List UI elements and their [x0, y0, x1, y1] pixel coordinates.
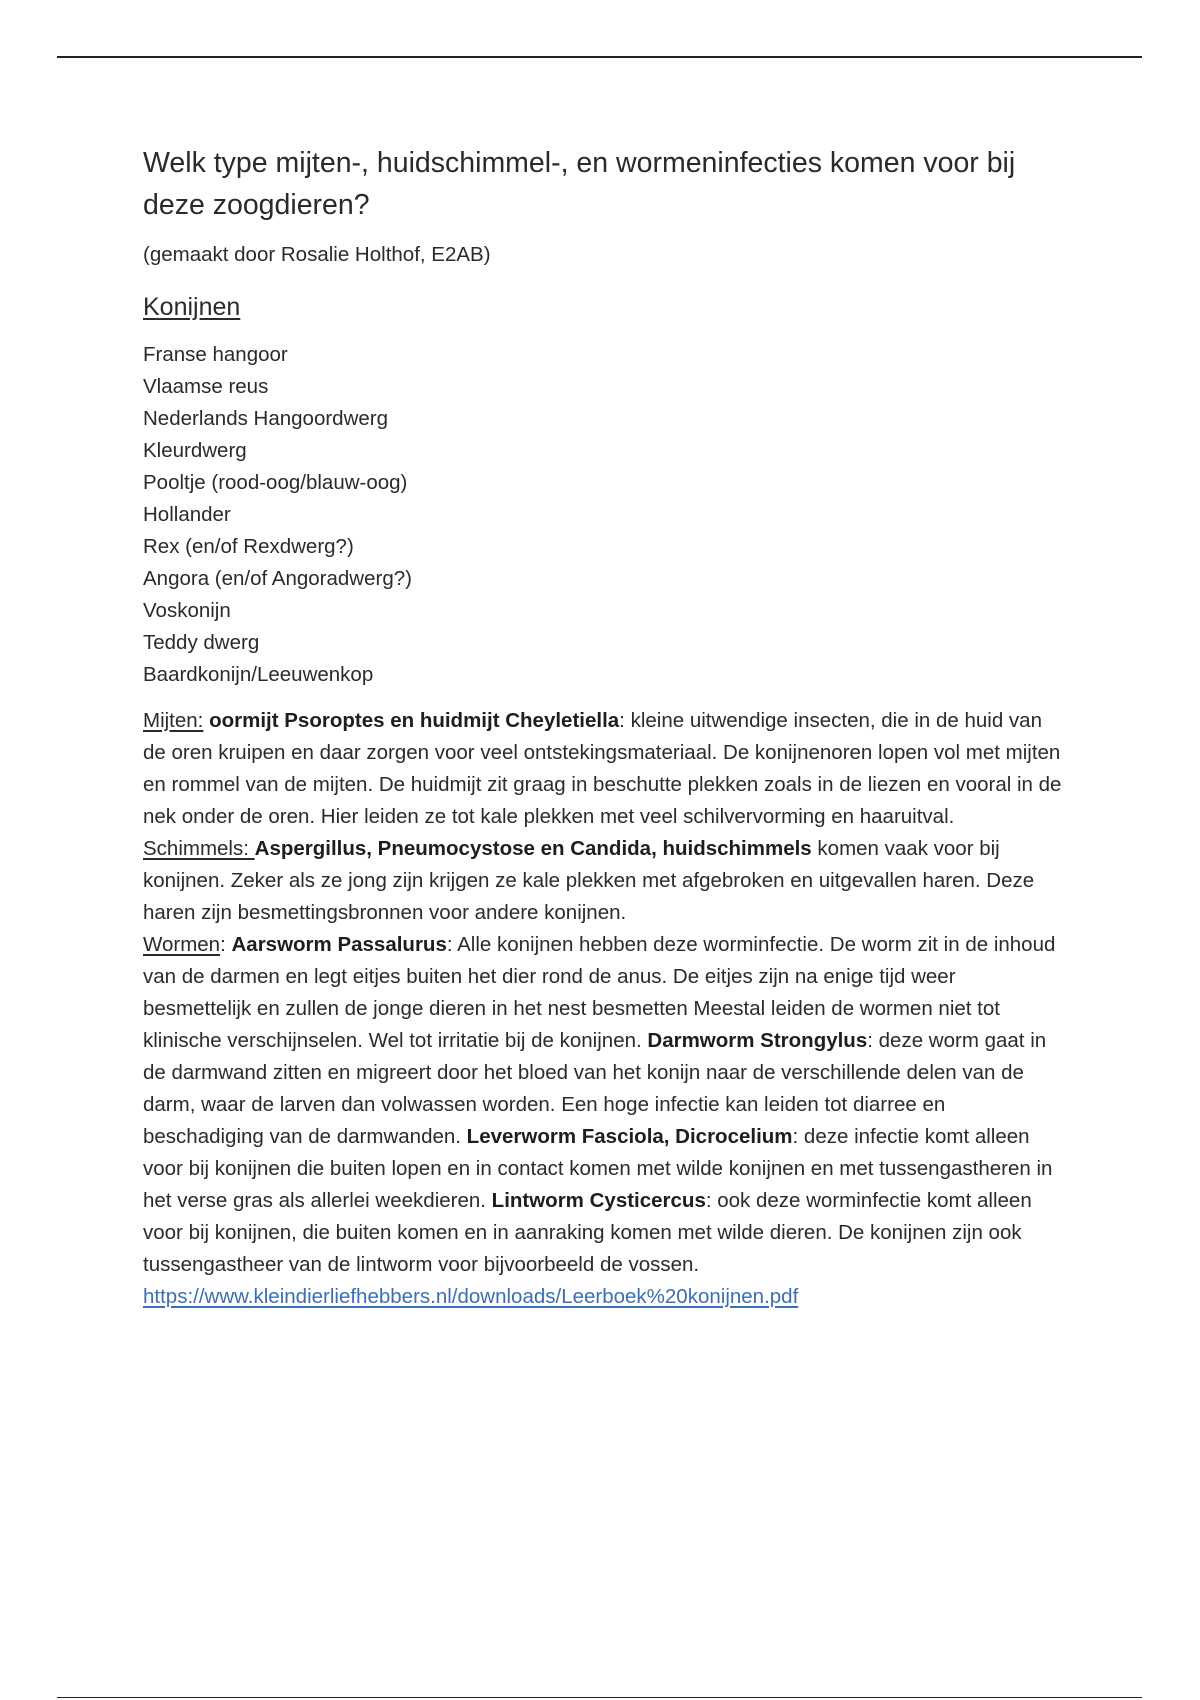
- breed-item: Pooltje (rood-oog/blauw-oog): [143, 471, 408, 494]
- breed-item: Angora (en/of Angoradwerg?): [143, 567, 412, 590]
- darmworm-bold: Darmworm Strongylus: [647, 1029, 868, 1052]
- darmworm-text: : deze worm gaat in de darmwand zitten en migreert door het bloed van het konijn naar de verschillende delen van de darm, waar de larven dan volwassen worden. Een hoge infectie kan leiden tot diarree en beschadiging van de darmwanden.: [143, 1029, 1047, 1148]
- section-heading-konijnen: Konijnen: [143, 293, 241, 321]
- wormen-paragraph: [143, 929, 1063, 1281]
- aarsworm-text: : Alle konijnen hebben deze worminfectie. De worm zit in de inhoud van de darmen en legt eitjes buiten het dier rond de anus. De eitjes zijn na enige tijd weer besmettelijk en zullen de jonge dieren in het nest besmetten Meestal leiden de wormen niet tot klinische verschijnselen. Wel tot irritatie bij de konijnen.: [143, 933, 1056, 1052]
- leverworm-bold: Leverworm Fasciola, Dicrocelium: [466, 1125, 793, 1148]
- breed-item: Baardkonijn/Leeuwenkop: [143, 663, 374, 686]
- leverworm-text: : deze infectie komt alleen voor bij konijnen die buiten lopen en in contact komen met wilde konijnen en met tussengastheren in het verse gras als allerlei weekdieren.: [143, 1125, 1053, 1212]
- schimmels-text: komen vaak voor bij konijnen. Zeker als ze jong zijn krijgen ze kale plekken met afgebroken en uitgevallen haren. Deze haren zijn besmettingsbronnen voor andere konijnen.: [143, 837, 1035, 924]
- breed-item: Hollander: [143, 503, 231, 526]
- document-page: [143, 142, 1063, 1313]
- author-byline: (gemaakt door Rosalie Holthof, E2AB): [143, 243, 491, 266]
- mijten-text: : kleine uitwendige insecten, die in de huid van de oren kruipen en daar zorgen voor veel ontstekingsmateriaal. De konijnenoren lopen vol met mijten en rommel van de mijten. De huidmijt zit graag in beschutte plekken zoals in de liezen en vooral in de nek onder de oren. Hier leiden ze tot kale plekken met veel schilvervorming en haaruitval.: [143, 709, 1062, 828]
- mijten-paragraph: [143, 705, 1063, 833]
- schimmels-bold: Aspergillus, Pneumocystose en Candida, huidschimmels: [254, 837, 812, 860]
- wormen-sep: :: [220, 933, 232, 956]
- breed-item: Franse hangoor: [143, 343, 288, 366]
- breed-item: Kleurdwerg: [143, 439, 247, 462]
- lintworm-text: : ook deze worminfectie komt alleen voor bij konijnen, die buiten komen en in aanraking komen met wilde dieren. De konijnen zijn ook tussengastheer van de lintworm voor bijvoorbeeld de vossen.: [143, 1189, 1032, 1276]
- schimmels-label: Schimmels:: [143, 837, 255, 860]
- top-horizontal-rule: [57, 56, 1142, 58]
- breed-list: [143, 339, 1063, 691]
- document-title: Welk type mijten-, huidschimmel-, en wormeninfecties komen voor bij deze zoogdieren?: [143, 147, 1016, 221]
- body-text: [143, 705, 1063, 1313]
- wormen-label: Wormen: [143, 933, 221, 956]
- mijten-label: Mijten:: [143, 709, 204, 732]
- breed-item: Rex (en/of Rexdwerg?): [143, 535, 354, 558]
- aarsworm-bold: Aarsworm Passalurus: [231, 933, 447, 956]
- lintworm-bold: Lintworm Cysticercus: [491, 1189, 706, 1212]
- breed-item: Vlaamse reus: [143, 375, 269, 398]
- breed-item: Nederlands Hangoordwerg: [143, 407, 389, 430]
- source-paragraph: [143, 1281, 1063, 1313]
- source-link[interactable]: https://www.kleindierliefhebbers.nl/downloads/Leerboek%20konijnen.pdf: [143, 1285, 799, 1308]
- mijten-bold: oormijt Psoroptes en huidmijt Cheyletiella: [209, 709, 620, 732]
- schimmels-paragraph: [143, 833, 1063, 929]
- bottom-horizontal-rule: [57, 1697, 1142, 1698]
- breed-item: Voskonijn: [143, 599, 231, 622]
- breed-item: Teddy dwerg: [143, 631, 260, 654]
